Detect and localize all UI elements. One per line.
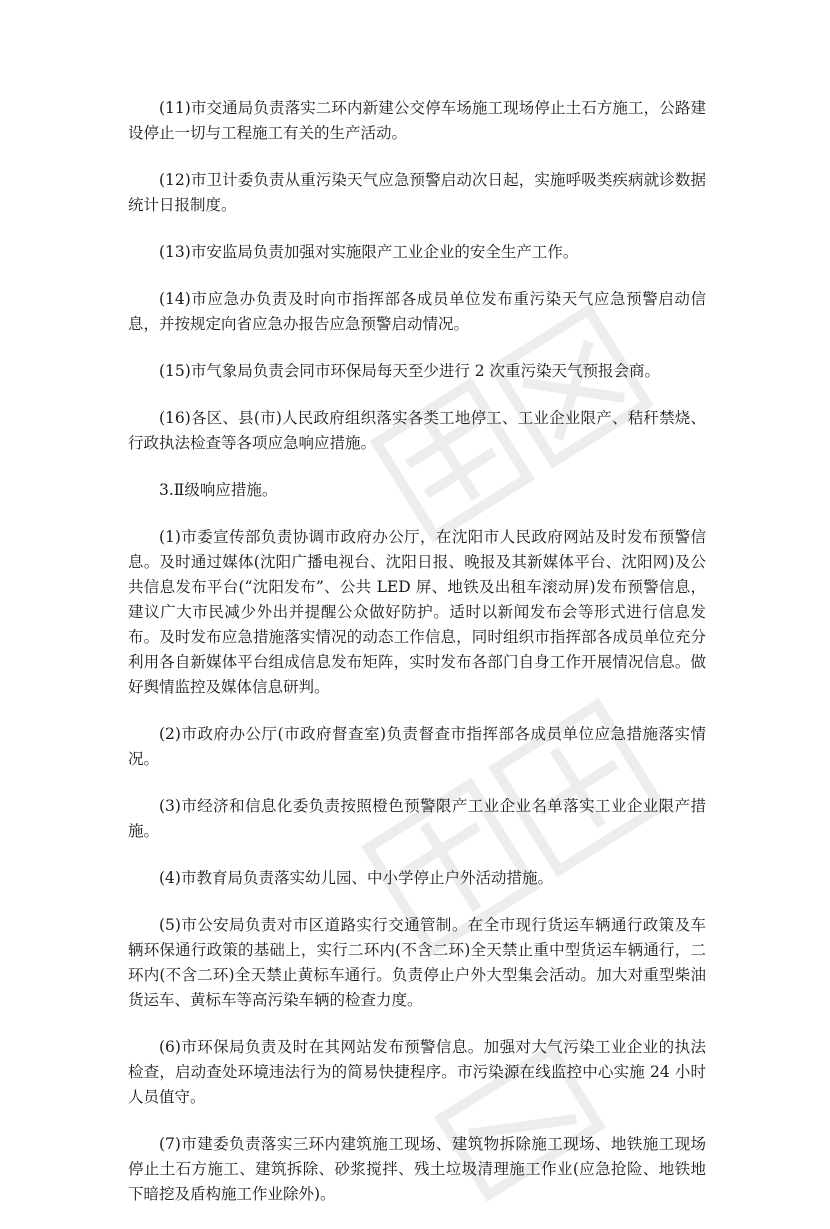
paragraph-ii-3: (3)市经济和信息化委负责按照橙色预警限产工业企业名单落实工业企业限产措施。 <box>128 797 706 840</box>
paragraph-ii-7: (7)市建委负责落实三环内建筑施工现场、建筑物拆除施工现场、地铁施工现场停止土石方施工、建筑拆除、砂浆搅拌、残土垃圾清理施工作业(应急抢险、地铁地下暗挖及盾构施工作业除外)。 <box>128 1135 706 1203</box>
paragraph-ii-4: (4)市教育局负责落实幼儿园、中小学停止户外活动措施。 <box>159 869 553 887</box>
paragraph-ii-1: (1)市委宣传部负责协调市政府办公厅，在沈阳市人民政府网站及时发布预警信息。及时通过媒体(沈阳广播电视台、沈阳日报、晚报及其新媒体平台、沈阳网)及公共信息发布平台(“沈阳发布”、公共 LED 屏、地铁及出租车滚动屏)发布预警信息，建议广大市民减少外出并提醒公众做好防护。适时以新闻发布会等形式进行信息发布。及时发布应急措施落实情况的动态工作信息，同时组织市指挥部各成员单位充分利用各自新媒体平台组成信息发布矩阵，实时发布各部门自身工作开展情况信息。做好舆情监控及媒体信息研判。 <box>128 528 706 696</box>
section-heading-level-2-response: 3.Ⅱ级响应措施。 <box>159 481 278 499</box>
paragraph-15: (15)市气象局负责会同市环保局每天至少进行 2 次重污染天气预报会商。 <box>159 362 661 380</box>
document-body <box>128 96 706 1229</box>
paragraph-13: (13)市安监局负责加强对实施限产工业企业的安全生产工作。 <box>159 243 579 261</box>
paragraph-ii-2: (2)市政府办公厅(市政府督查室)负责督查市指挥部各成员单位应急措施落实情况。 <box>128 725 706 768</box>
paragraph-ii-5: (5)市公安局负责对市区道路实行交通管制。在全市现行货运车辆通行政策及车辆环保通行政策的基础上，实行二环内(不含二环)全天禁止重中型货运车辆通行，二环内(不含二环)全天禁止黄标车通行。负责停止户外大型集会活动。加大对重型柴油货运车、黄标车等高污染车辆的检查力度。 <box>128 916 706 1009</box>
paragraph-16: (16)各区、县(市)人民政府组织落实各类工地停工、工业企业限产、秸秆禁烧、行政执法检查等各项应急响应措施。 <box>128 409 706 452</box>
paragraph-11: (11)市交通局负责落实二环内新建公交停车场施工现场停止土石方施工，公路建设停止一切与工程施工有关的生产活动。 <box>128 99 706 142</box>
paragraph-14: (14)市应急办负责及时向市指挥部各成员单位发布重污染天气应急预警启动信息，并按规定向省应急办报告应急预警启动情况。 <box>128 290 706 333</box>
paragraph-12: (12)市卫计委负责从重污染天气应急预警启动次日起，实施呼吸类疾病就诊数据统计日报制度。 <box>128 171 706 214</box>
paragraph-ii-6: (6)市环保局负责及时在其网站发布预警信息。加强对大气污染工业企业的执法检查，启动查处环境违法行为的简易快捷程序。市污染源在线监控中心实施 24 小时人员值守。 <box>128 1038 706 1106</box>
